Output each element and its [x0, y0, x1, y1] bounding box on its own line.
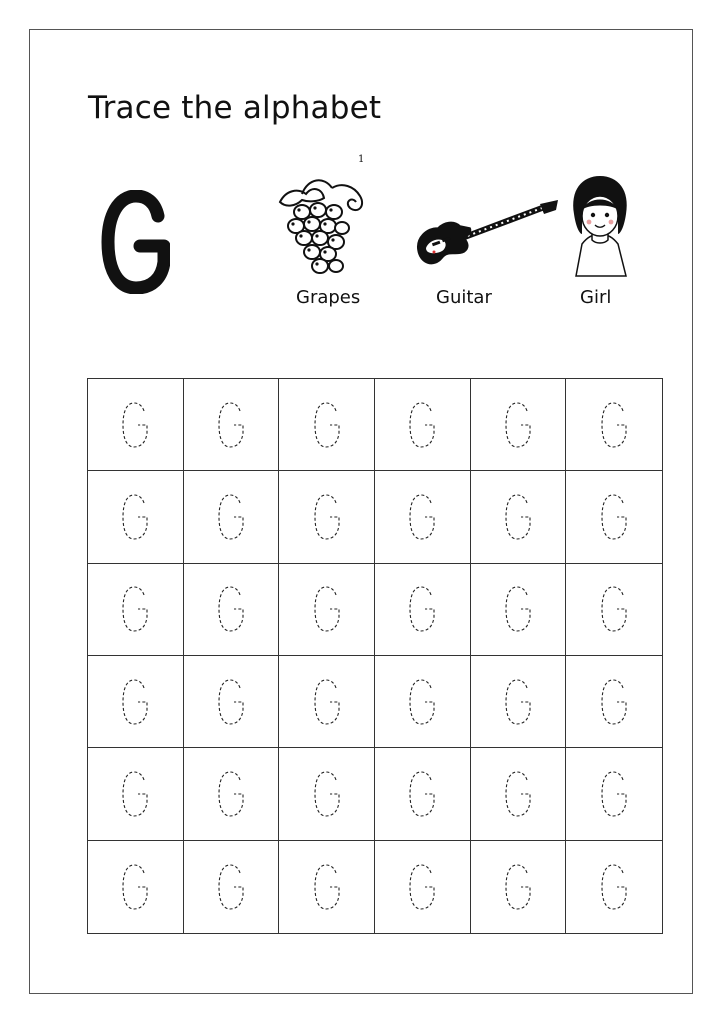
dotted-letter-g	[407, 770, 437, 818]
dotted-letter-g	[599, 401, 629, 449]
dotted-letter-g	[216, 678, 246, 726]
dotted-letter-g	[407, 493, 437, 541]
trace-cell	[184, 841, 280, 933]
dotted-letter-g	[216, 585, 246, 633]
trace-cell	[471, 656, 567, 748]
trace-cell	[566, 841, 662, 933]
trace-cell	[279, 471, 375, 563]
dotted-letter-g	[120, 678, 150, 726]
trace-cell	[471, 379, 567, 471]
trace-cell	[88, 564, 184, 656]
guitar-label: Guitar	[436, 287, 492, 308]
trace-cell	[375, 748, 471, 840]
tracing-grid	[87, 378, 663, 934]
dotted-letter-g	[120, 493, 150, 541]
dotted-letter-g	[216, 770, 246, 818]
dotted-letter-g	[599, 770, 629, 818]
dotted-letter-g	[503, 678, 533, 726]
dotted-letter-g	[120, 585, 150, 633]
trace-cell	[471, 471, 567, 563]
trace-cell	[471, 748, 567, 840]
dotted-letter-g	[216, 493, 246, 541]
trace-cell	[88, 656, 184, 748]
dotted-letter-g	[503, 493, 533, 541]
trace-cell	[279, 748, 375, 840]
trace-cell	[184, 471, 280, 563]
trace-cell	[279, 379, 375, 471]
dotted-letter-g	[216, 863, 246, 911]
trace-cell	[184, 564, 280, 656]
girl-icon	[568, 174, 632, 280]
dotted-letter-g	[503, 401, 533, 449]
trace-cell	[566, 564, 662, 656]
dotted-letter-g	[312, 493, 342, 541]
trace-cell	[566, 748, 662, 840]
dotted-letter-g	[120, 770, 150, 818]
dotted-letter-g	[407, 678, 437, 726]
dotted-letter-g	[599, 678, 629, 726]
trace-cell	[184, 379, 280, 471]
worksheet-title: Trace the alphabet	[88, 90, 382, 126]
grapes-icon	[272, 172, 372, 282]
dotted-letter-g	[599, 585, 629, 633]
dotted-letter-g	[312, 585, 342, 633]
trace-cell	[184, 748, 280, 840]
girl-label: Girl	[580, 287, 612, 308]
trace-cell	[375, 564, 471, 656]
dotted-letter-g	[312, 770, 342, 818]
dotted-letter-g	[503, 585, 533, 633]
trace-cell	[279, 841, 375, 933]
dotted-letter-g	[599, 493, 629, 541]
dotted-letter-g	[407, 863, 437, 911]
trace-cell	[375, 656, 471, 748]
trace-cell	[184, 656, 280, 748]
trace-cell	[88, 471, 184, 563]
trace-cell	[566, 379, 662, 471]
big-letter-g	[100, 190, 170, 294]
dotted-letter-g	[312, 863, 342, 911]
guitar-icon	[412, 198, 560, 272]
dotted-letter-g	[599, 863, 629, 911]
trace-cell	[88, 841, 184, 933]
trace-cell	[566, 471, 662, 563]
dotted-letter-g	[312, 678, 342, 726]
dotted-letter-g	[216, 401, 246, 449]
trace-cell	[566, 656, 662, 748]
dotted-letter-g	[503, 863, 533, 911]
trace-cell	[375, 841, 471, 933]
dotted-letter-g	[407, 401, 437, 449]
grapes-label: Grapes	[296, 287, 361, 308]
trace-cell	[375, 471, 471, 563]
trace-cell	[88, 748, 184, 840]
dotted-letter-g	[503, 770, 533, 818]
dotted-letter-g	[312, 401, 342, 449]
trace-cell	[375, 379, 471, 471]
page-marker: 1	[358, 154, 365, 165]
trace-cell	[279, 656, 375, 748]
trace-cell	[471, 564, 567, 656]
dotted-letter-g	[120, 401, 150, 449]
dotted-letter-g	[120, 863, 150, 911]
trace-cell	[279, 564, 375, 656]
trace-cell	[88, 379, 184, 471]
dotted-letter-g	[407, 585, 437, 633]
trace-cell	[471, 841, 567, 933]
